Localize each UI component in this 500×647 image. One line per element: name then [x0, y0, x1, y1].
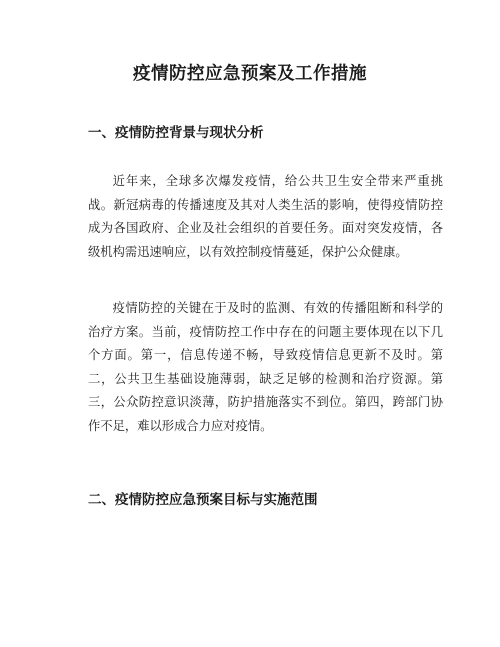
- paragraph-1: 近年来，全球多次爆发疫情，给公共卫生安全带来严重挑战。新冠病毒的传播速度及其对人类生活的影响，使得疫情防控成为各国政府、企业及社会组织的首要任务。面对突发疫情，各级机构需迅速响应，以有效控制疫情蔓延，保护公众健康。: [88, 174, 443, 259]
- section-heading-2: 二、疫情防控应急预案目标与实施范围: [88, 492, 318, 508]
- document-title: 疫情防控应急预案及工作措施: [133, 64, 367, 84]
- paragraph-2: 疫情防控的关键在于及时的监测、有效的传播阻断和科学的治疗方案。当前，疫情防控工作中存在的问题主要体现在以下几个方面。第一，信息传递不畅，导致疫情信息更新不及时。第二，公共卫生基础设施薄弱，缺乏足够的检测和治疗资源。第三，公众防控意识淡薄，防护措施落实不到位。第四，跨部门协作不足，难以形成合力应对疫情。: [88, 301, 443, 433]
- section-heading-1: 一、疫情防控背景与现状分析: [88, 125, 264, 141]
